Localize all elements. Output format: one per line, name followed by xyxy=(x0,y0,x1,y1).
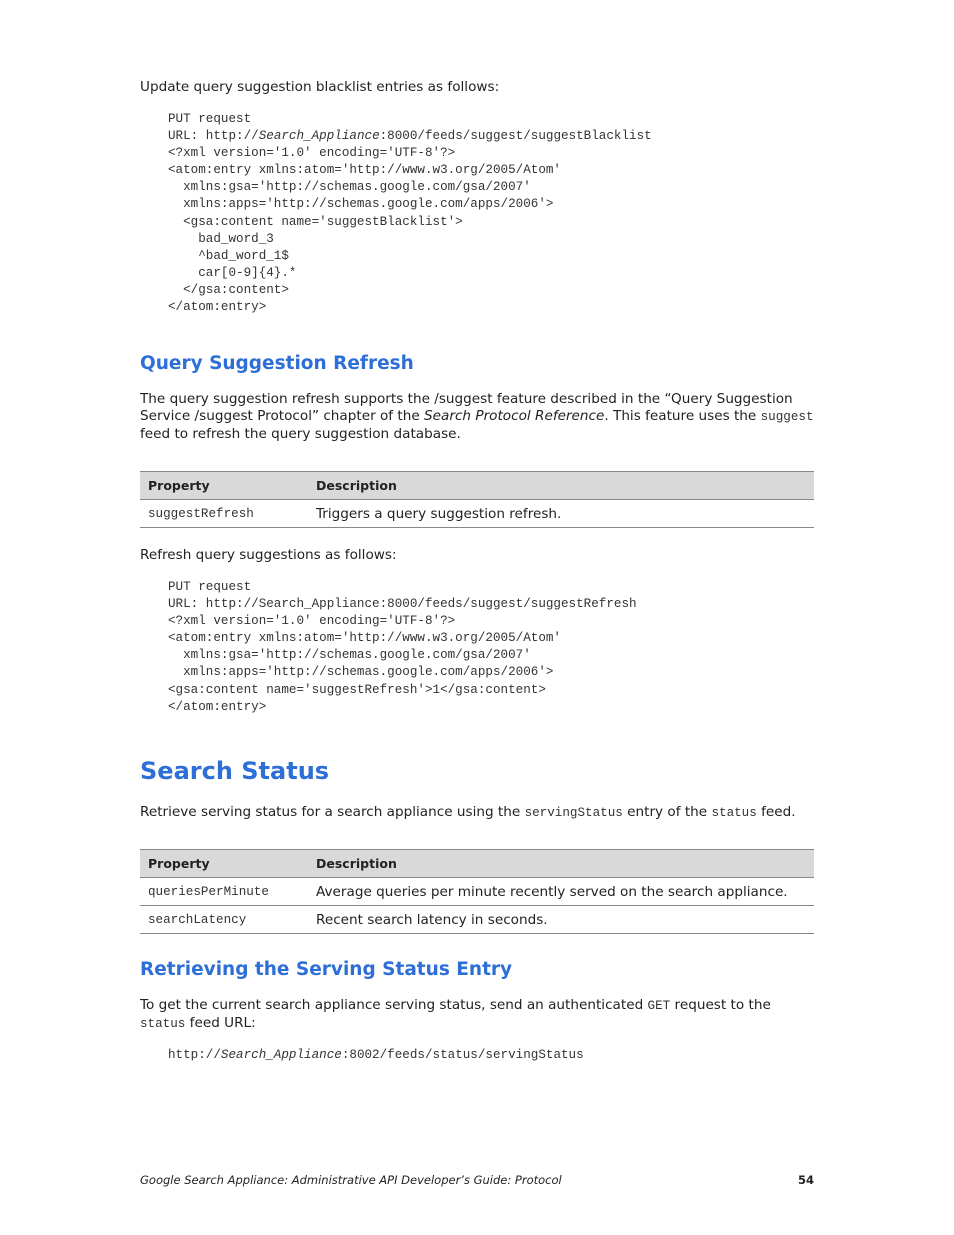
code-line: xmlns:apps='http://schemas.google.com/apps/2006'> xyxy=(168,197,554,212)
status-heading: Search Status xyxy=(140,757,330,785)
code-line: <gsa:content name='suggestRefresh'>1</gsa:content> xyxy=(168,682,546,697)
code-line: PUT request xyxy=(168,580,252,594)
code-line: </atom:entry> xyxy=(168,699,267,714)
code-line: xmlns:gsa='http://schemas.google.com/gsa/2007' xyxy=(168,180,531,195)
column-header-description: Description xyxy=(308,850,814,878)
refresh-intro: Refresh query suggestions as follows: xyxy=(140,547,397,563)
code-line: :8000/feeds/suggest/suggestBlacklist xyxy=(379,129,652,144)
table-row xyxy=(140,878,814,906)
code-line: URL: http:// xyxy=(168,129,259,144)
table-header-row xyxy=(140,850,814,878)
column-header-property: Property xyxy=(140,850,308,878)
code-line: <atom:entry xmlns:atom='http://www.w3.org/2005/Atom' xyxy=(168,631,561,646)
footer-doc-title: Google Search Appliance: Administrative API Developer’s Guide: Protocol xyxy=(140,1173,562,1187)
page-footer xyxy=(140,1173,814,1187)
inline-code: servingStatus xyxy=(524,806,623,820)
code-line: <?xml version='1.0' encoding='UTF-8'?> xyxy=(168,146,456,161)
status-paragraph: Retrieve serving status for a search appliance using the servingStatus entry of the status feed. xyxy=(140,804,796,820)
status-property-table xyxy=(140,849,814,934)
doc-title-reference: Search Protocol Reference xyxy=(424,408,605,424)
code-line: <gsa:content name='suggestBlacklist'> xyxy=(168,214,463,229)
retrieve-heading: Retrieving the Serving Status Entry xyxy=(140,959,513,980)
description-cell: Recent search latency in seconds. xyxy=(308,906,814,934)
description-cell: Triggers a query suggestion refresh. xyxy=(308,500,814,528)
code-line: xmlns:gsa='http://schemas.google.com/gsa/2007' xyxy=(168,648,531,663)
table-header-row xyxy=(140,472,814,500)
inline-code: status xyxy=(711,806,757,820)
refresh-code-block xyxy=(140,579,842,716)
refresh-paragraph: The query suggestion refresh supports the /suggest feature described in the “Query Suggestion Service /suggest Protocol” chapter of the Search Protocol Reference. This feature uses the suggest feed to refresh the query suggestion database. xyxy=(140,391,814,442)
table-row xyxy=(140,500,814,528)
code-line: car[0-9]{4}.* xyxy=(168,265,297,280)
property-cell: suggestRefresh xyxy=(140,500,308,528)
blacklist-code-block xyxy=(140,111,842,316)
code-line: URL: http://Search_Appliance:8000/feeds/suggest/suggestRefresh xyxy=(168,597,637,612)
code-line: </atom:entry> xyxy=(168,300,267,315)
inline-code: suggest xyxy=(760,410,814,424)
code-line: ^bad_word_1$ xyxy=(168,248,289,263)
code-placeholder: Search_Appliance xyxy=(220,1048,342,1062)
page-number: 54 xyxy=(797,1173,814,1187)
property-cell: searchLatency xyxy=(140,906,308,934)
refresh-property-table xyxy=(140,471,814,528)
inline-code: status xyxy=(140,1017,186,1031)
code-line: xmlns:apps='http://schemas.google.com/apps/2006'> xyxy=(168,665,554,680)
status-url-code: http://Search_Appliance:8002/feeds/status/servingStatus xyxy=(168,1048,584,1062)
code-line: bad_word_3 xyxy=(168,231,274,246)
inline-code: GET xyxy=(647,999,671,1013)
retrieve-paragraph: To get the current search appliance serving status, send an authenticated GET request to the status feed URL: xyxy=(140,997,771,1031)
code-line: <?xml version='1.0' encoding='UTF-8'?> xyxy=(168,614,456,629)
blacklist-intro: Update query suggestion blacklist entries as follows: xyxy=(140,79,500,95)
column-header-property: Property xyxy=(140,472,308,500)
code-line: <atom:entry xmlns:atom='http://www.w3.org/2005/Atom' xyxy=(168,163,561,178)
column-header-description: Description xyxy=(308,472,814,500)
code-placeholder: Search_Appliance xyxy=(258,129,380,144)
description-cell: Average queries per minute recently served on the search appliance. xyxy=(308,878,814,906)
code-line: PUT request xyxy=(168,112,252,126)
property-cell: queriesPerMinute xyxy=(140,878,308,906)
refresh-heading: Query Suggestion Refresh xyxy=(140,353,414,374)
table-row xyxy=(140,906,814,934)
code-line: </gsa:content> xyxy=(168,282,289,297)
